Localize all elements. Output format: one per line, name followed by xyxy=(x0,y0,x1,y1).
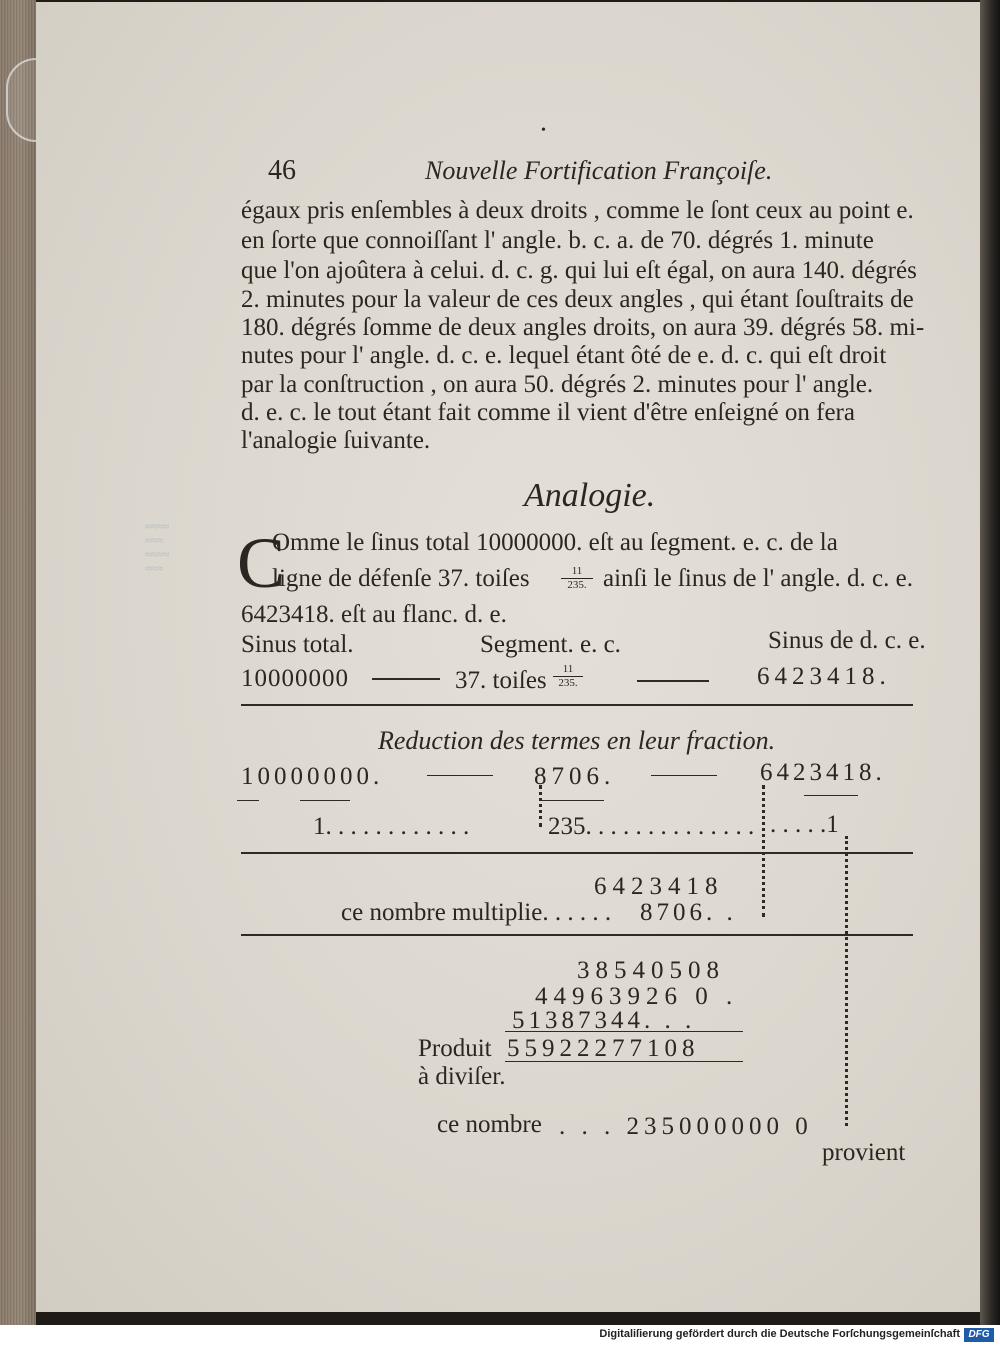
reduction-denom-3: . . . . .1 xyxy=(770,811,839,838)
dotted-guide-3 xyxy=(845,836,848,1126)
reduction-term-2: 8706. xyxy=(534,763,616,790)
body-line-6: nutes pour l' angle. d. c. e. lequel étant ôté de e. d. c. qui eſt droit xyxy=(241,342,887,369)
label-sinus-total: Sinus total. xyxy=(241,631,354,658)
divider-rule-1 xyxy=(241,704,913,706)
a-diviser-label: à diviſer. xyxy=(418,1063,506,1090)
partial-product-3: 51387344. . . xyxy=(512,1007,696,1034)
body-line-3: que l'on ajoûtera à celui. d. c. g. qui lui eſt égal, on aura 140. dégrés xyxy=(241,257,917,284)
analogie-line-3: 6423418. eſt au flanc. d. e. xyxy=(241,601,507,628)
page-number: 46 xyxy=(268,155,296,186)
reduction-term-1: 10000000. xyxy=(241,763,384,790)
divisor-value: . . . 235000000 0 xyxy=(559,1113,813,1140)
fraction-bar-3 xyxy=(804,795,858,796)
multiplicand: 6423418 xyxy=(594,873,724,900)
dotted-guide-1 xyxy=(539,785,542,827)
reduction-dash-2 xyxy=(651,775,717,776)
reduction-dash-1 xyxy=(427,775,493,776)
dfg-logo: DFG xyxy=(964,1328,994,1342)
value-segment: 37. toiſes xyxy=(455,667,547,694)
reduction-denom-2: 235. . . . . . . . . . . . . . xyxy=(548,813,755,840)
body-line-9: l'analogie ſuivante. xyxy=(241,427,431,454)
product-rule xyxy=(505,1031,743,1032)
ink-dot: • xyxy=(541,123,546,138)
fraction-11-235 xyxy=(561,566,593,591)
book-page-edges xyxy=(0,0,36,1325)
book-right-edge xyxy=(980,0,1000,1325)
divider-rule-3 xyxy=(241,934,913,936)
partial-product-1: 38540508 xyxy=(577,957,725,984)
fraction-denominator: 235. xyxy=(558,677,578,689)
proportion-dash-1 xyxy=(372,678,440,680)
fraction-11-235-small xyxy=(553,664,583,689)
multiply-label: ce nombre multiplie. . . . . . xyxy=(341,899,612,926)
product-underline xyxy=(505,1061,743,1062)
drop-cap: C xyxy=(237,523,286,603)
body-line-4: 2. minutes pour la valeur de ces deux angles , qui étant ſouſtraits de xyxy=(241,286,914,313)
divisor-label: ce nombre xyxy=(437,1111,542,1138)
divider-rule-2 xyxy=(241,852,913,854)
analogie-line-2a: ligne de défenſe 37. toiſes xyxy=(272,565,530,592)
section-heading-analogie: Analogie. xyxy=(524,477,656,514)
bleed-through-text: ≈≈≈≈ ≈≈≈ ≈≈≈≈ ≈≈≈ xyxy=(145,521,170,575)
proportion-dash-2 xyxy=(637,680,709,682)
label-segment: Segment. e. c. xyxy=(480,631,621,658)
digitization-footer xyxy=(0,1325,1000,1346)
product-label: Produit xyxy=(418,1035,492,1062)
reduction-denom-1: 1. . . . . . . . . . . . xyxy=(313,813,470,840)
value-sinus-dce: 6423418. xyxy=(757,663,891,690)
body-line-5: 180. dégrés ſomme de deux angles droits, on aura 39. dégrés 58. mi- xyxy=(241,314,925,341)
fraction-bar-2 xyxy=(540,800,604,801)
product-value: 55922277108 xyxy=(507,1035,700,1062)
fraction-denominator: 235. xyxy=(567,579,587,591)
body-line-1: égaux pris enſembles à deux droits , comme le ſont ceux au point e. xyxy=(241,197,914,224)
section-heading-reduction: Reduction des termes en leur fraction. xyxy=(378,726,776,755)
analogie-line-2b: ainſi le ſinus de l' angle. d. c. e. xyxy=(603,565,913,592)
digitization-notice: Digitaliſierung gefördert durch die Deutsche Forſchungsgemeinſchaft xyxy=(599,1328,960,1340)
running-title: Nouvelle Fortification Françoiſe. xyxy=(425,156,773,185)
body-line-2: en ſorte que connoiſſant l' angle. b. c. a. de 70. dégrés 1. minute xyxy=(241,227,874,254)
body-line-8: d. e. c. le tout étant fait comme il vient d'être enſeigné on fera xyxy=(241,399,855,426)
fraction-numerator: 11 xyxy=(562,663,574,675)
label-sinus-dce: Sinus de d. c. e. xyxy=(768,627,926,654)
dotted-guide-2 xyxy=(762,785,765,917)
fraction-bar-1b xyxy=(300,800,350,801)
fraction-numerator: 11 xyxy=(571,565,583,577)
fraction-bar-1a xyxy=(237,800,259,801)
catchword: provient xyxy=(822,1139,906,1166)
reduction-term-3: 6423418. xyxy=(760,759,886,786)
value-sinus-total: 10000000 xyxy=(241,665,349,692)
body-line-7: par la conſtruction , on aura 50. dégrés 2. minutes pour l' angle. xyxy=(241,371,874,398)
multiplier: 8706. . xyxy=(640,899,737,926)
analogie-line-1: Omme le ſinus total 10000000. eſt au ſegment. e. c. de la xyxy=(272,529,838,556)
partial-product-2: 44963926 0 . xyxy=(535,983,739,1010)
